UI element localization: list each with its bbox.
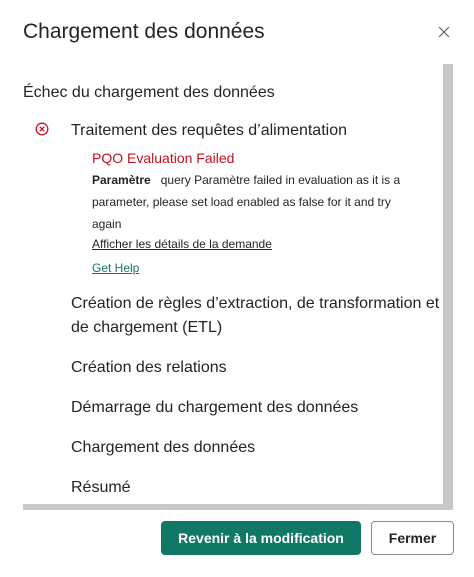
close-button[interactable] [434,22,454,42]
vertical-scrollbar[interactable] [443,64,453,510]
step-item-etl-rules: Création de règles d’extraction, de transformation et de chargement (ETL) [71,295,440,336]
get-help-link[interactable]: Get Help [92,261,140,275]
steps-panel [23,64,445,506]
step-item-summary: Résumé [71,479,131,496]
close-dialog-button[interactable]: Fermer [371,521,454,555]
step-item-load-start: Démarrage du chargement des données [71,399,359,416]
close-icon [438,26,450,38]
error-message [92,169,422,235]
dialog-title: Chargement des données [23,20,265,43]
error-circle-icon [35,122,49,136]
section-heading: Échec du chargement des données [23,84,275,101]
error-title: PQO Evaluation Failed [92,150,235,166]
back-to-edit-button[interactable]: Revenir à la modification [161,521,361,555]
error-message-text: query Paramètre failed in evaluation as it is a parameter, please set load enabled as false for it and try again [92,173,401,231]
step-item-data-loading: Chargement des données [71,439,256,456]
step-item-query-processing: Traitement des requêtes d’alimentation [71,122,347,139]
error-param-label: Paramètre [92,173,151,187]
horizontal-scrollbar[interactable] [23,504,445,510]
step-item-relations: Création des relations [71,359,227,376]
show-request-details-link[interactable]: Afficher les détails de la demande [92,237,272,251]
